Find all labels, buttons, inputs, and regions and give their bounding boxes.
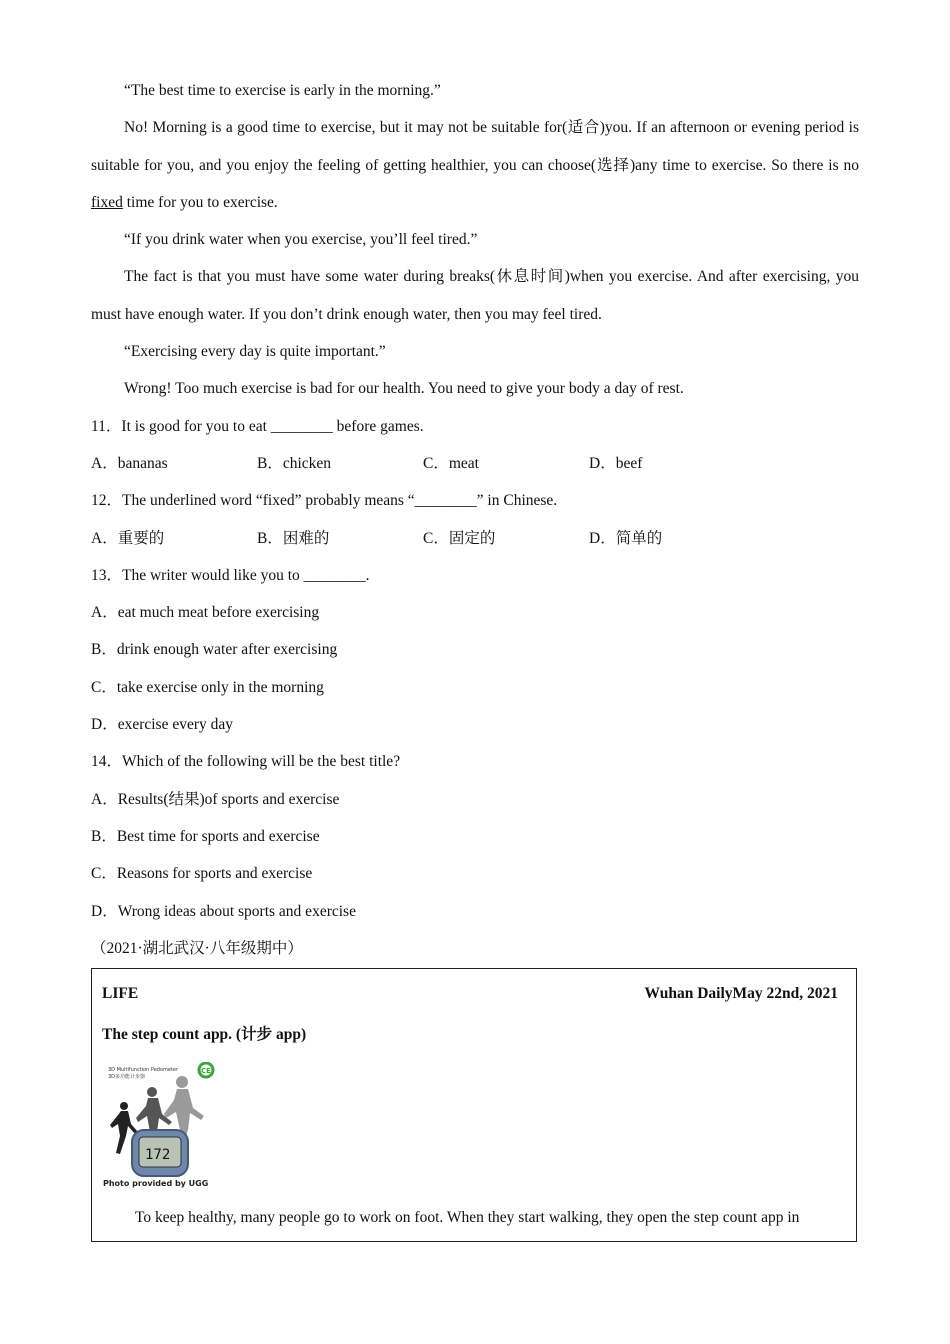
option: D．exercise every day: [91, 716, 234, 734]
ce-badge-text: CE: [201, 1067, 211, 1075]
option: A．Results(结果)of sports and exercise: [91, 790, 340, 808]
article-header: [102, 985, 838, 1003]
dateline: Wuhan DailyMay 22nd, 2021: [644, 985, 838, 1002]
question-14-stem: 14．Which of the following will be the best title?: [91, 753, 401, 771]
photo-header-line1: 3D Multifunction Pedometer: [108, 1067, 179, 1073]
question-11-options: [91, 445, 859, 482]
question-13-stem: 13．The writer would like you to ________.: [91, 566, 370, 584]
option: C．Reasons for sports and exercise: [91, 865, 313, 883]
question-12-stem: 12．The underlined word “fixed” probably means “________” in Chinese.: [91, 492, 558, 510]
option: C．meat: [423, 454, 479, 472]
option: A．eat much meat before exercising: [91, 604, 320, 622]
photo-header-line2: 3D多功能计步器: [108, 1074, 146, 1080]
document-page: [91, 72, 859, 967]
option: B．drink enough water after exercising: [91, 641, 338, 659]
article-box: [91, 968, 857, 1242]
passage-paragraph-1: No! Morning is a good time to exercise, but it may not be suitable for(适合)you. If an afternoon or evening period is suitable for you, and you enjoy the feeling of getting healthier, you can choose(选择)any time to exercise. So there is no fixed time for you to exercise.: [91, 119, 859, 211]
pedometer-photo: [102, 1062, 220, 1190]
question-12-options: [91, 520, 859, 557]
underlined-word: fixed: [91, 193, 123, 211]
option: C．take exercise only in the morning: [91, 678, 324, 696]
option: B．Best time for sports and exercise: [91, 827, 320, 845]
option: D．简单的: [589, 529, 663, 547]
option: B．困难的: [257, 529, 330, 547]
option: D．beef: [589, 454, 643, 472]
passage-paragraph-2: The fact is that you must have some water during breaks(休息时间)when you exercise. And after exercising, you must have enough water. If you don’t drink enough water, then you may feel tired.: [91, 268, 859, 323]
option: A．重要的: [91, 529, 165, 547]
photo-credit: Photo provided by UGG: [103, 1179, 209, 1188]
passage-heading-1: “The best time to exercise is early in the morning.”: [124, 82, 441, 99]
pedometer-screen-value: 172: [145, 1147, 171, 1163]
passage-paragraph-3: Wrong! Too much exercise is bad for our health. You need to give your body a day of rest.: [124, 380, 684, 398]
pedometer-icon: [132, 1130, 188, 1176]
option: C．固定的: [423, 529, 496, 547]
article-body: To keep healthy, many people go to work on foot. When they start walking, they open the step count app in: [135, 1209, 800, 1226]
question-11-stem: 11．It is good for you to eat ________ before games.: [91, 417, 424, 435]
source-note: （2021·湖北武汉·八年级期中）: [91, 939, 303, 957]
section-label: LIFE: [102, 985, 139, 1002]
passage-heading-2: “If you drink water when you exercise, you’ll feel tired.”: [124, 231, 478, 249]
article-subtitle: The step count app. (计步 app): [102, 1026, 307, 1043]
passage-heading-3: “Exercising every day is quite important.”: [124, 343, 386, 361]
option: A．bananas: [91, 454, 168, 472]
option: B．chicken: [257, 454, 332, 472]
option: D．Wrong ideas about sports and exercise: [91, 902, 356, 920]
